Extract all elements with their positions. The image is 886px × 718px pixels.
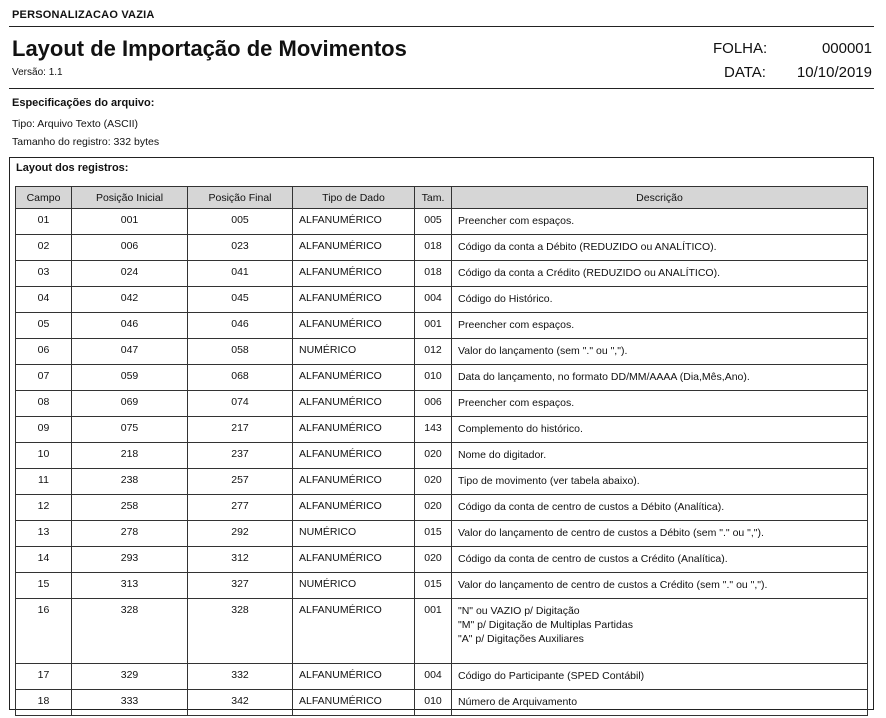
cell-tipo-de-dado: ALFANUMÉRICO: [293, 599, 415, 664]
cell-descricao: [452, 664, 868, 690]
description-line: "N" ou VAZIO p/ Digitação: [458, 605, 580, 617]
cell-posicao-inicial: 238: [72, 469, 188, 495]
cell-campo: 06: [16, 339, 72, 365]
cell-tipo-de-dado: ALFANUMÉRICO: [293, 443, 415, 469]
cell-campo: 10: [16, 443, 72, 469]
cell-posicao-inicial: 278: [72, 521, 188, 547]
cell-tipo-de-dado: ALFANUMÉRICO: [293, 469, 415, 495]
cell-tamanho: 001: [415, 599, 452, 664]
table-row: [16, 391, 868, 417]
description-line: Código da conta de centro de custos a Crédito (Analítica).: [458, 553, 728, 565]
table-row: [16, 521, 868, 547]
cell-tamanho: 015: [415, 521, 452, 547]
table-row: [16, 469, 868, 495]
cell-posicao-inicial: 329: [72, 664, 188, 690]
cell-posicao-final: 312: [188, 547, 293, 573]
cell-tipo-de-dado: ALFANUMÉRICO: [293, 365, 415, 391]
cell-campo: 09: [16, 417, 72, 443]
description-line: Código do Histórico.: [458, 293, 553, 305]
cell-descricao: [452, 469, 868, 495]
cell-campo: 18: [16, 690, 72, 716]
cell-campo: 16: [16, 599, 72, 664]
cell-descricao: [452, 261, 868, 287]
cell-descricao: [452, 209, 868, 235]
description-line: Data do lançamento, no formato DD/MM/AAAA (Dia,Mês,Ano).: [458, 371, 750, 383]
cell-posicao-inicial: 046: [72, 313, 188, 339]
layout-section: [9, 157, 874, 710]
cell-tipo-de-dado: ALFANUMÉRICO: [293, 209, 415, 235]
cell-posicao-inicial: 075: [72, 417, 188, 443]
cell-campo: 11: [16, 469, 72, 495]
cell-tamanho: 020: [415, 495, 452, 521]
cell-posicao-inicial: 047: [72, 339, 188, 365]
cell-campo: 07: [16, 365, 72, 391]
cell-tipo-de-dado: ALFANUMÉRICO: [293, 261, 415, 287]
cell-tipo-de-dado: ALFANUMÉRICO: [293, 313, 415, 339]
cell-tamanho: 004: [415, 287, 452, 313]
cell-tamanho: 006: [415, 391, 452, 417]
cell-tamanho: 018: [415, 235, 452, 261]
description-line: "A" p/ Digitações Auxiliares: [458, 633, 584, 645]
spec-type: Tipo: Arquivo Texto (ASCII): [12, 118, 139, 130]
cell-tamanho: 143: [415, 417, 452, 443]
cell-campo: 05: [16, 313, 72, 339]
cell-campo: 01: [16, 209, 72, 235]
description-line: Complemento do histórico.: [458, 423, 583, 435]
table-row: [16, 313, 868, 339]
cell-tamanho: 020: [415, 547, 452, 573]
cell-posicao-final: 342: [188, 690, 293, 716]
cell-posicao-final: 045: [188, 287, 293, 313]
cell-campo: 08: [16, 391, 72, 417]
description-line: Número de Arquivamento: [458, 696, 578, 708]
cell-tipo-de-dado: NUMÉRICO: [293, 339, 415, 365]
cell-posicao-final: 046: [188, 313, 293, 339]
table-row: [16, 495, 868, 521]
cell-posicao-final: 041: [188, 261, 293, 287]
cell-tipo-de-dado: ALFANUMÉRICO: [293, 690, 415, 716]
cell-posicao-final: 328: [188, 599, 293, 664]
cell-posicao-final: 068: [188, 365, 293, 391]
description-line: Código da conta a Crédito (REDUZIDO ou ANALÍTICO).: [458, 267, 721, 279]
cell-posicao-final: 217: [188, 417, 293, 443]
cell-posicao-final: 023: [188, 235, 293, 261]
cell-posicao-inicial: 042: [72, 287, 188, 313]
description-line: Código do Participante (SPED Contábil): [458, 670, 645, 682]
cell-tamanho: 010: [415, 690, 452, 716]
cell-tipo-de-dado: ALFANUMÉRICO: [293, 417, 415, 443]
table-row: [16, 339, 868, 365]
description-line: "M" p/ Digitação de Multiplas Partidas: [458, 619, 633, 631]
table-row: [16, 287, 868, 313]
cell-posicao-final: 327: [188, 573, 293, 599]
cell-tamanho: 010: [415, 365, 452, 391]
column-header-tam: Tam.: [415, 187, 452, 209]
table-row: [16, 261, 868, 287]
cell-posicao-final: 277: [188, 495, 293, 521]
cell-descricao: [452, 547, 868, 573]
cell-descricao: [452, 313, 868, 339]
cell-tamanho: 020: [415, 443, 452, 469]
cell-tamanho: 018: [415, 261, 452, 287]
date-value: 10/10/2019: [796, 64, 872, 81]
cell-descricao: [452, 573, 868, 599]
cell-tipo-de-dado: ALFANUMÉRICO: [293, 391, 415, 417]
table-row: [16, 573, 868, 599]
cell-posicao-inicial: 258: [72, 495, 188, 521]
cell-descricao: [452, 599, 868, 664]
cell-posicao-inicial: 059: [72, 365, 188, 391]
cell-campo: 03: [16, 261, 72, 287]
spec-title: Especificações do arquivo:: [12, 97, 155, 109]
cell-campo: 02: [16, 235, 72, 261]
table-row: [16, 209, 868, 235]
page-title: Layout de Importação de Movimentos: [12, 36, 407, 61]
description-line: Código da conta a Débito (REDUZIDO ou ANALÍTICO).: [458, 241, 717, 253]
table-body: [16, 209, 868, 716]
cell-tipo-de-dado: ALFANUMÉRICO: [293, 547, 415, 573]
cell-descricao: [452, 235, 868, 261]
cell-posicao-inicial: 024: [72, 261, 188, 287]
description-line: Valor do lançamento de centro de custos a Débito (sem "." ou ",").: [458, 527, 764, 539]
date-label: DATA:: [724, 64, 766, 81]
cell-posicao-final: 292: [188, 521, 293, 547]
description-line: Valor do lançamento (sem "." ou ",").: [458, 345, 628, 357]
cell-tamanho: 015: [415, 573, 452, 599]
cell-tamanho: 020: [415, 469, 452, 495]
table-row: [16, 443, 868, 469]
cell-tipo-de-dado: ALFANUMÉRICO: [293, 287, 415, 313]
column-header-campo: Campo: [16, 187, 72, 209]
folha-label: FOLHA:: [713, 40, 768, 57]
cell-posicao-final: 005: [188, 209, 293, 235]
cell-posicao-inicial: 313: [72, 573, 188, 599]
cell-posicao-inicial: 293: [72, 547, 188, 573]
table-row: [16, 690, 868, 716]
cell-tipo-de-dado: ALFANUMÉRICO: [293, 664, 415, 690]
cell-descricao: [452, 495, 868, 521]
cell-campo: 04: [16, 287, 72, 313]
cell-descricao: [452, 443, 868, 469]
cell-campo: 14: [16, 547, 72, 573]
cell-posicao-inicial: 069: [72, 391, 188, 417]
cell-posicao-final: 332: [188, 664, 293, 690]
cell-descricao: [452, 690, 868, 716]
folha-value: 000001: [821, 40, 872, 57]
layout-title: Layout dos registros:: [16, 162, 129, 174]
cell-tamanho: 005: [415, 209, 452, 235]
table-row: [16, 365, 868, 391]
description-line: Preencher com espaços.: [458, 397, 575, 409]
cell-posicao-final: 074: [188, 391, 293, 417]
table-row: [16, 417, 868, 443]
cell-posicao-inicial: 328: [72, 599, 188, 664]
column-header-posicao-final: Posição Final: [188, 187, 293, 209]
table-row: [16, 599, 868, 664]
description-line: Nome do digitador.: [458, 449, 547, 461]
records-table: [15, 186, 868, 716]
cell-descricao: [452, 391, 868, 417]
table-header-row: [16, 187, 868, 209]
version-label: Versão: 1.1: [12, 67, 63, 78]
cell-descricao: [452, 339, 868, 365]
header-bottom-rule: [9, 88, 874, 89]
cell-posicao-final: 257: [188, 469, 293, 495]
description-line: Preencher com espaços.: [458, 319, 575, 331]
cell-descricao: [452, 417, 868, 443]
cell-campo: 17: [16, 664, 72, 690]
header-top-rule: [9, 26, 874, 27]
cell-posicao-inicial: 333: [72, 690, 188, 716]
cell-tipo-de-dado: ALFANUMÉRICO: [293, 235, 415, 261]
cell-tamanho: 001: [415, 313, 452, 339]
cell-campo: 15: [16, 573, 72, 599]
table-row: [16, 547, 868, 573]
cell-posicao-final: 237: [188, 443, 293, 469]
description-line: Preencher com espaços.: [458, 215, 575, 227]
column-header-descricao: Descrição: [452, 187, 868, 209]
company-name: PERSONALIZACAO VAZIA: [12, 9, 155, 21]
cell-posicao-final: 058: [188, 339, 293, 365]
cell-tamanho: 012: [415, 339, 452, 365]
column-header-posicao-inicial: Posição Inicial: [72, 187, 188, 209]
description-line: Tipo de movimento (ver tabela abaixo).: [458, 475, 640, 487]
table-row: [16, 664, 868, 690]
spec-size: Tamanho do registro: 332 bytes: [12, 136, 160, 148]
cell-posicao-inicial: 006: [72, 235, 188, 261]
cell-campo: 12: [16, 495, 72, 521]
cell-posicao-inicial: 218: [72, 443, 188, 469]
column-header-tipo-de-dado: Tipo de Dado: [293, 187, 415, 209]
description-line: Valor do lançamento de centro de custos a Crédito (sem "." ou ",").: [458, 579, 768, 591]
cell-descricao: [452, 287, 868, 313]
cell-tipo-de-dado: ALFANUMÉRICO: [293, 495, 415, 521]
cell-tipo-de-dado: NUMÉRICO: [293, 573, 415, 599]
cell-campo: 13: [16, 521, 72, 547]
cell-tipo-de-dado: NUMÉRICO: [293, 521, 415, 547]
cell-descricao: [452, 365, 868, 391]
description-line: Código da conta de centro de custos a Débito (Analítica).: [458, 501, 725, 513]
cell-tamanho: 004: [415, 664, 452, 690]
cell-descricao: [452, 521, 868, 547]
cell-posicao-inicial: 001: [72, 209, 188, 235]
table-row: [16, 235, 868, 261]
